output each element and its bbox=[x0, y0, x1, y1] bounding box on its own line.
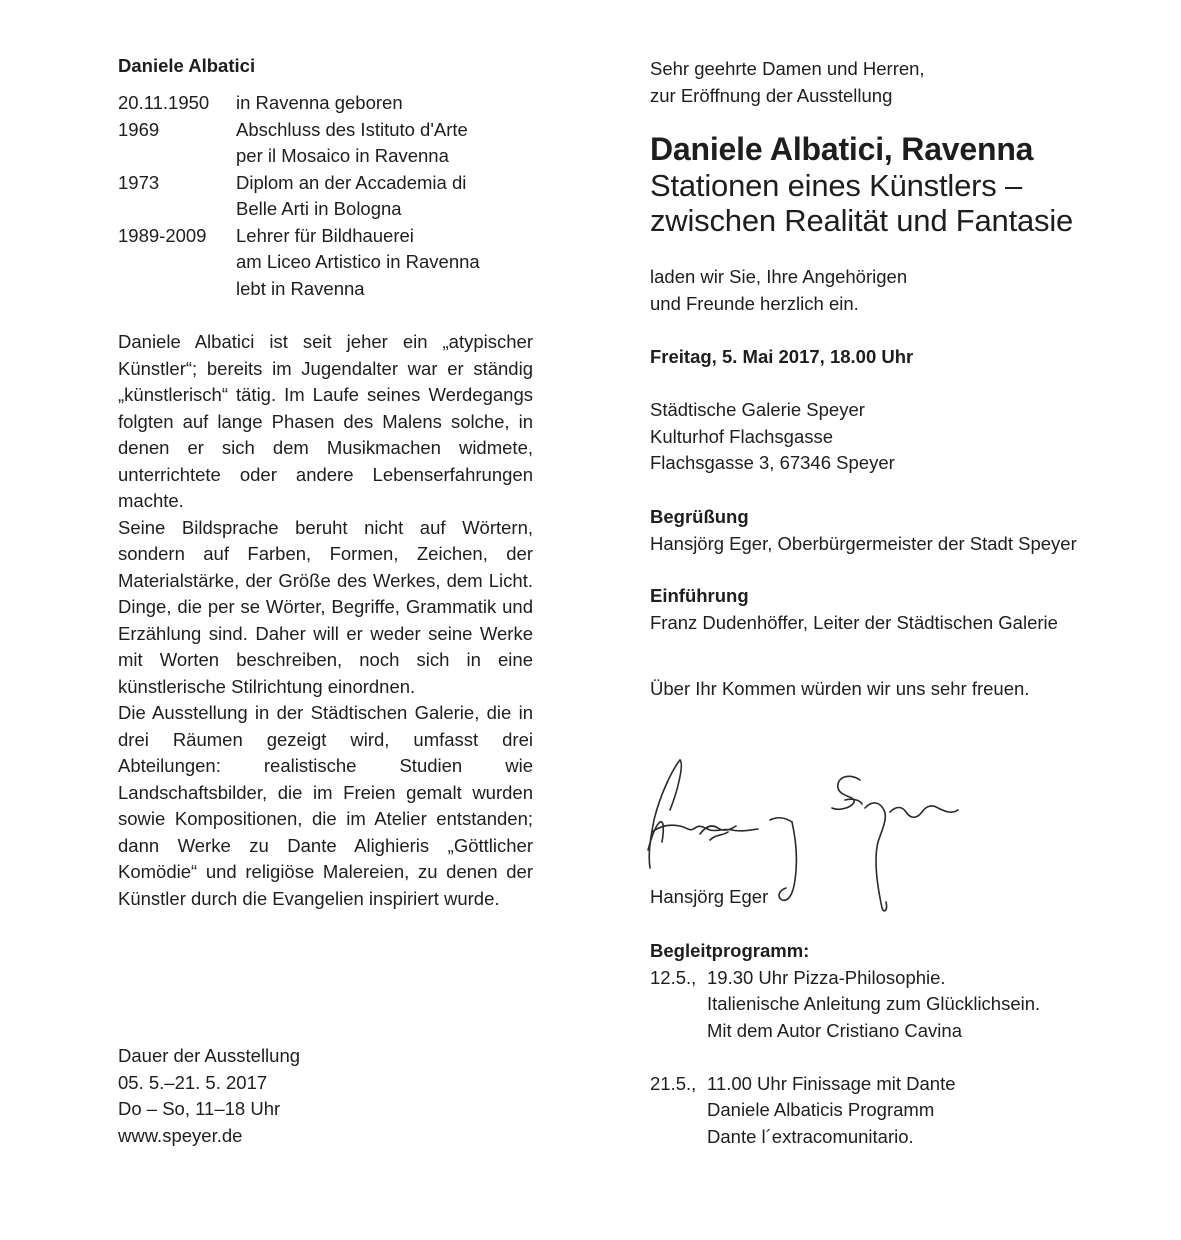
introduction-speaker: Franz Dudenhöffer, Leiter der Städtischen Galerie bbox=[650, 611, 1058, 633]
program-date: 12.5., bbox=[650, 966, 697, 988]
venue-address: Städtische Galerie Speyer Kulturhof Flachsgasse Flachsgasse 3, 67346 Speyer bbox=[650, 399, 895, 473]
bio-text: Abschluss des Istituto d'Arte per il Mosaico in Ravenna bbox=[236, 118, 468, 166]
bio-table bbox=[118, 90, 480, 302]
opening-hours: Do – So, 11–18 Uhr bbox=[118, 1098, 281, 1119]
bio-row bbox=[118, 223, 480, 303]
accompanying-program bbox=[650, 938, 1150, 1150]
program-item: 21.5., 11.00 Uhr Finissage mit Dante Daniele Albaticis Programm Dante l´extracomunitario. bbox=[650, 1071, 1150, 1151]
exhibition-duration bbox=[118, 1043, 300, 1149]
bio-row bbox=[118, 117, 480, 170]
handwritten-signature-icon bbox=[640, 750, 970, 920]
description-paragraph: Daniele Albatici ist seit jeher ein „atypischer Künstler“; bereits im Jugendalter war er ständig „künstlerisch“ tätig. Im Laufe seines Werdegangs folgten auf lange Phasen des Malens solche, in denen er sich dem Musikmachen widmete, unterrichtete oder andere Lebenserfahrungen machte. bbox=[118, 331, 533, 511]
duration-label: Dauer der Ausstellung bbox=[118, 1045, 301, 1066]
description-paragraph: Die Ausstellung in der Städtischen Galerie, die in drei Räumen gezeigt wird, umfasst drei Abteilungen: realistische Studien wie Landschaftsbilder, die im Freien gemalt wurden sowie Kompositionen, die im Atelier entstanden; dann Werke zu Dante Alighieris „Göttlicher Komödie“ und religiöse Malereien, zu denen der Künstler durch die Evangelien inspiriert wurde. bbox=[118, 702, 533, 909]
bio-year: 20.11.1950 bbox=[118, 92, 210, 113]
event-date-time: Freitag, 5. Mai 2017, 18.00 Uhr bbox=[650, 346, 914, 367]
duration-dates: 05. 5.–21. 5. 2017 bbox=[118, 1071, 268, 1093]
closing-sentence: Über Ihr Kommen würden wir uns sehr freuen. bbox=[650, 678, 1030, 699]
description-paragraph: Seine Bildsprache beruht nicht auf Wörtern, sondern auf Farben, Formen, Zeichen, der Materialstärke, der Größe des Werkes, dem Licht. Dinge, die per se Wörter, Begriffe, Grammatik und Erzählung sind. Daher will er weder seine Werke mit Worten beschreiben, noch sich in eine künstlerische Stilrichtung einordnen. bbox=[118, 516, 533, 697]
introduction-section bbox=[650, 583, 1058, 636]
welcome-label: Begrüßung bbox=[650, 506, 749, 527]
signer-name: Hansjörg Eger bbox=[650, 886, 769, 907]
bio-text: Diplom an der Accademia di Belle Arti in Bologna bbox=[236, 171, 467, 219]
greeting: Sehr geehrte Damen und Herren, zur Eröffnung der Ausstellung bbox=[650, 58, 925, 106]
invitation-text: laden wir Sie, Ihre Angehörigen und Freunde herzlich ein. bbox=[650, 266, 908, 314]
program-date: 21.5., bbox=[650, 1072, 697, 1094]
website-link[interactable]: www.speyer.de bbox=[118, 1124, 243, 1146]
bio-year: 1973 bbox=[118, 171, 160, 193]
artist-description bbox=[118, 329, 533, 912]
welcome-speaker: Hansjörg Eger, Oberbürgermeister der Stadt Speyer bbox=[650, 532, 1077, 554]
introduction-label: Einführung bbox=[650, 585, 749, 606]
bio-text: Lehrer für Bildhauerei am Liceo Artistico in Ravenna lebt in Ravenna bbox=[236, 224, 480, 299]
artist-name-heading: Daniele Albatici bbox=[118, 55, 256, 76]
bio-row bbox=[118, 170, 480, 223]
program-item: 12.5., 19.30 Uhr Pizza-Philosophie. Italienische Anleitung zum Glücklichsein. Mit dem Autor Cristiano Cavina bbox=[650, 965, 1150, 1045]
program-label: Begleitprogramm: bbox=[650, 940, 810, 961]
bio-year: 1969 bbox=[118, 118, 160, 140]
bio-year: 1989-2009 bbox=[118, 224, 207, 246]
exhibition-title: Daniele Albatici, Ravenna bbox=[650, 131, 1034, 167]
bio-text: in Ravenna geboren bbox=[236, 92, 403, 113]
bio-row bbox=[118, 90, 480, 117]
exhibition-subtitle: Stationen eines Künstlers – zwischen Realität und Fantasie bbox=[650, 168, 1074, 238]
welcome-section bbox=[650, 504, 1077, 557]
